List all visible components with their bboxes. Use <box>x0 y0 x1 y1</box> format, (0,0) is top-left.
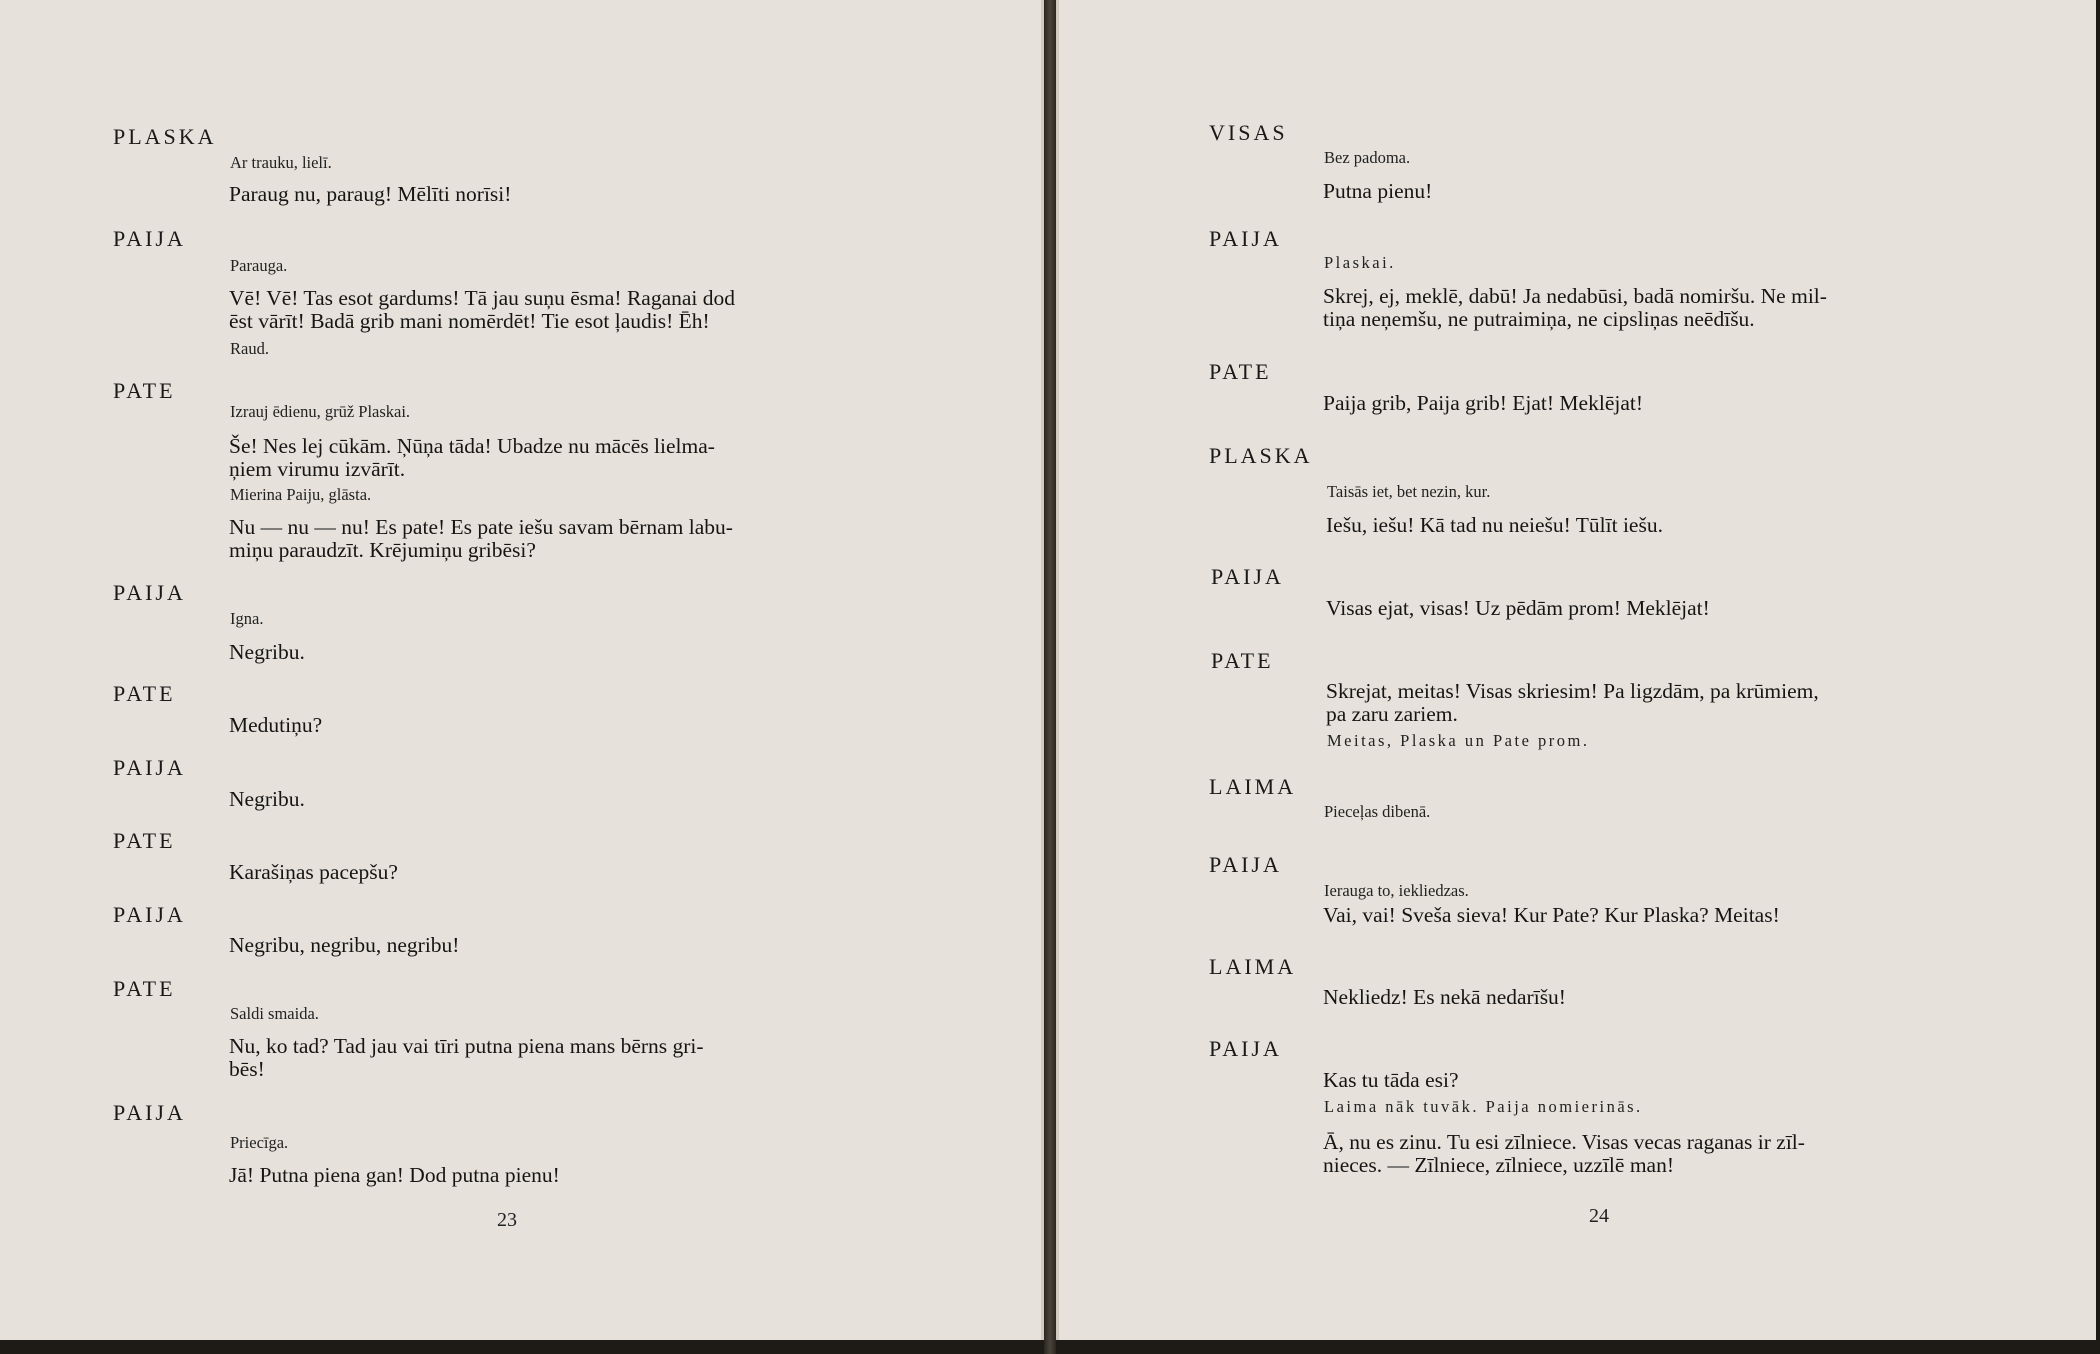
speaker-name: LAIMA <box>1209 954 1297 979</box>
speaker-name: PATE <box>113 976 176 1001</box>
stage-direction: Priecīga. <box>230 1133 289 1152</box>
dialogue-line: ēst vārīt! Badā grib mani nomērdēt! Tie esot ļaudis! Ēh! <box>229 309 710 333</box>
stage-direction: Mierina Paiju, glāsta. <box>230 485 372 504</box>
dialogue-line: miņu paraudzīt. Krējumiņu gribēsi? <box>229 538 536 562</box>
stage-direction: Plaskai. <box>1324 253 1396 272</box>
speaker-name: PAIJA <box>113 755 186 780</box>
stage-direction: Taisās iet, bet nezin, kur. <box>1327 482 1491 501</box>
speaker-name: VISAS <box>1209 120 1288 145</box>
dialogue-line: Medutiņu? <box>229 713 323 737</box>
stage-direction: Parauga. <box>230 256 288 275</box>
speaker-name: PLASKA <box>113 124 217 149</box>
dialogue-line: Negribu. <box>229 640 305 664</box>
left-page <box>0 0 1044 1340</box>
speaker-name: PATE <box>113 378 176 403</box>
dialogue-line: Ā, nu es zinu. Tu esi zīlniece. Visas vecas raganas ir zīl- <box>1323 1130 1805 1154</box>
speaker-name: PAIJA <box>113 580 186 605</box>
dialogue-line: bēs! <box>229 1057 265 1081</box>
dialogue-line: Visas ejat, visas! Uz pēdām prom! Meklējat! <box>1326 596 1710 620</box>
stage-direction: Laima nāk tuvāk. Paija nomierinās. <box>1324 1097 1643 1116</box>
speaker-name: PATE <box>1209 359 1272 384</box>
speaker-name: PLASKA <box>1209 443 1313 468</box>
speaker-name: PAIJA <box>1209 852 1282 877</box>
right-page <box>1056 0 2096 1340</box>
stage-direction: Ar trauku, lielī. <box>230 153 332 172</box>
dialogue-line: tiņa neņemšu, ne putraimiņa, ne cipsliņas neēdīšu. <box>1323 307 1755 331</box>
dialogue-line: Nu — nu — nu! Es pate! Es pate iešu savam bērnam labu- <box>229 515 733 539</box>
dialogue-line: Karašiņas pacepšu? <box>229 860 398 884</box>
speaker-name: LAIMA <box>1209 774 1297 799</box>
dialogue-line: Negribu. <box>229 787 305 811</box>
dialogue-line: Paija grib, Paija grib! Ejat! Meklējat! <box>1323 391 1644 415</box>
speaker-name: PAIJA <box>1209 1036 1282 1061</box>
dialogue-line: Jā! Putna piena gan! Dod putna pienu! <box>229 1163 560 1187</box>
stage-direction: Ierauga to, iekliedzas. <box>1324 881 1469 900</box>
dialogue-line: pa zaru zariem. <box>1326 702 1458 726</box>
speaker-name: PAIJA <box>113 902 186 927</box>
dialogue-line: nieces. — Zīlniece, zīlniece, uzzīlē man! <box>1323 1153 1674 1177</box>
dialogue-line: Putna pienu! <box>1323 179 1433 203</box>
speaker-name: PATE <box>113 828 176 853</box>
page-number: 23 <box>497 1209 517 1231</box>
stage-direction: Saldi smaida. <box>230 1004 319 1023</box>
stage-direction: Bez padoma. <box>1324 148 1411 167</box>
speaker-name: PAIJA <box>113 226 186 251</box>
dialogue-line: Nu, ko tad? Tad jau vai tīri putna piena mans bērns gri- <box>229 1034 704 1058</box>
stage-direction: Igna. <box>230 609 264 628</box>
speaker-name: PAIJA <box>1209 226 1282 251</box>
dialogue-line: Vai, vai! Sveša sieva! Kur Pate? Kur Plaska? Meitas! <box>1323 903 1780 927</box>
dialogue-line: Skrejat, meitas! Visas skriesim! Pa ligzdām, pa krūmiem, <box>1326 679 1819 703</box>
speaker-name: PAIJA <box>1211 564 1284 589</box>
stage-direction: Pieceļas dibenā. <box>1324 802 1431 821</box>
stage-direction: Meitas, Plaska un Pate prom. <box>1327 731 1590 750</box>
dialogue-line: Iešu, iešu! Kā tad nu neiešu! Tūlīt iešu. <box>1326 513 1663 537</box>
stage-direction: Raud. <box>230 339 269 358</box>
dialogue-line: Paraug nu, paraug! Mēlīti norīsi! <box>229 182 512 206</box>
book-gutter <box>1044 0 1056 1354</box>
speaker-name: PAIJA <box>113 1100 186 1125</box>
speaker-name: PATE <box>1211 648 1274 673</box>
dialogue-line: Skrej, ej, meklē, dabū! Ja nedabūsi, badā nomiršu. Ne mil- <box>1323 284 1827 308</box>
dialogue-line: Negribu, negribu, negribu! <box>229 933 460 957</box>
page-number: 24 <box>1589 1205 1609 1227</box>
dialogue-line: Še! Nes lej cūkām. Ņūņa tāda! Ubadze nu mācēs lielma- <box>229 434 715 458</box>
dialogue-line: Nekliedz! Es nekā nedarīšu! <box>1323 985 1566 1009</box>
speaker-name: PATE <box>113 681 176 706</box>
stage-direction: Izrauj ēdienu, grūž Plaskai. <box>230 402 411 421</box>
dialogue-line: ņiem virumu izvārīt. <box>229 457 406 481</box>
dialogue-line: Vē! Vē! Tas esot gardums! Tā jau suņu ēsma! Raganai dod <box>229 286 736 310</box>
dialogue-line: Kas tu tāda esi? <box>1323 1068 1459 1092</box>
